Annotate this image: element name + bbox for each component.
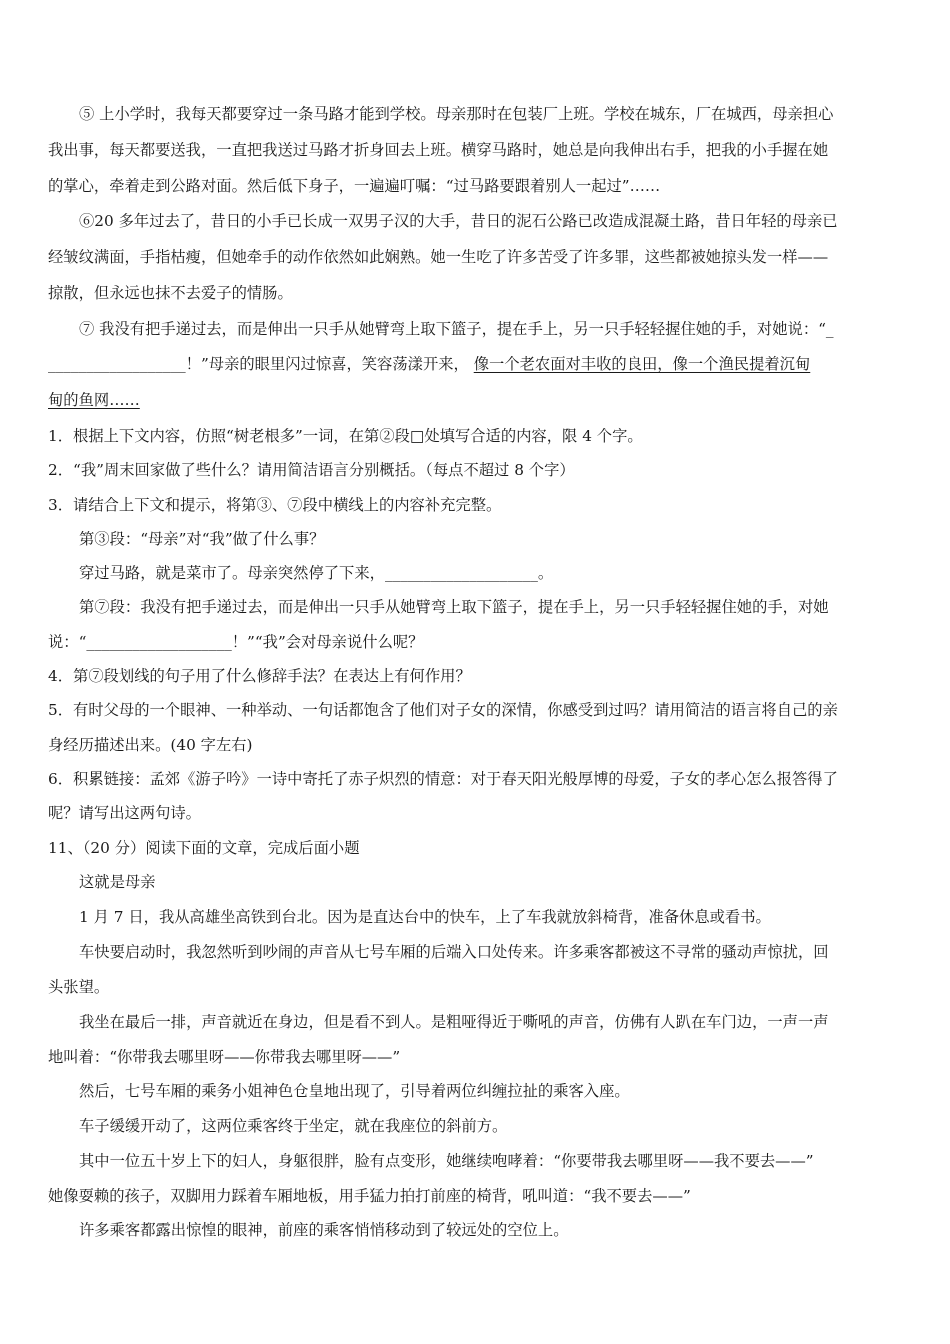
article-line-5: 地叫着：“你带我去哪里呀——你带我去哪里呀——”: [48, 1048, 401, 1066]
article-line-1: 1 月 7 日，我从高雄坐高铁到台北。因为是直达台中的快车，上了车我就放斜椅背，准备休息或看书。: [79, 908, 771, 926]
p6-line-2: 经皱纹满面，手指枯瘦，但她牵手的动作依然如此娴熟。她一生吃了许多苦受了许多罪，这些都被她掠头发一样——: [48, 248, 829, 266]
section-11-heading: 11、（20 分）阅读下面的文章，完成后面小题: [48, 839, 360, 857]
question-6-line-2: 呢？请写出这两句诗。: [48, 804, 201, 822]
article-line-4: 我坐在最后一排，声音就近在身边，但是看不到人。是粗哑得近于嘶吼的声音，仿佛有人趴在车门边，一声一声: [79, 1013, 829, 1031]
article-line-2: 车快要启动时，我忽然听到吵闹的声音从七号车厢的后端入口处传来。许多乘客都被这不寻常的骚动声惊扰，回: [79, 943, 829, 961]
p5-line-3: 的掌心，牵着走到公路对面。然后低下身子，一遍遍叮嘱：“过马路要跟着别人一起过”……: [48, 177, 661, 195]
question-3: 3．请结合上下文和提示，将第③、⑦段中横线上的内容补充完整。: [48, 496, 502, 514]
question-5-line-2: 身经历描述出来。(40 字左右): [48, 736, 253, 754]
article-line-8: 其中一位五十岁上下的妇人，身躯很胖，脸有点变形，她继续咆哮着：“你要带我去哪里呀——我不要去——”: [79, 1152, 814, 1170]
question-3-prompt-b: 第⑦段：我没有把手递过去，而是伸出一只手从她臂弯上取下篮子，提在手上，另一只手轻轻握住她的手，对她: [79, 598, 829, 616]
p7-underlined-sentence: 像一个老农面对丰收的良田，像一个渔民提着沉甸: [473, 355, 811, 373]
article-line-6: 然后，七号车厢的乘务小姐神色仓皇地出现了，引导着两位纠缠拉扯的乘客入座。: [79, 1082, 630, 1100]
question-1: 1．根据上下文内容，仿照“树老根多”一词，在第②段□处填写合适的内容，限 4 个字。: [48, 427, 643, 445]
question-3-blank-b: 说：“___________________！”“我”会对母亲说什么呢？: [48, 633, 424, 651]
p6-line-1: ⑥20 多年过去了，昔日的小手已长成一双男子汉的大手，昔日的泥石公路已改造成混凝土路，昔日年轻的母亲已: [79, 212, 838, 230]
p7-line-2-text: __________________！”母亲的眼里闪过惊喜，笑容荡漾开来，: [48, 355, 469, 373]
p6-line-3: 掠散，但永远也抹不去爱子的情肠。: [48, 284, 293, 302]
article-line-3: 头张望。: [48, 978, 110, 996]
question-3-blank-a: 穿过马路，就是菜市了。母亲突然停了下来，____________________。: [79, 564, 554, 582]
p5-line-2: 我出事，每天都要送我，一直把我送过马路才折身回去上班。横穿马路时，她总是向我伸出右手，把我的小手握在她: [48, 141, 829, 159]
p7-underlined-sentence-end: 甸的鱼网……: [48, 391, 140, 409]
article-line-10: 许多乘客都露出惊惶的眼神，前座的乘客悄悄移动到了较远处的空位上。: [79, 1221, 569, 1239]
p7-line-1: ⑦ 我没有把手递过去，而是伸出一只手从她臂弯上取下篮子，提在手上，另一只手轻轻握住她的手，对她说：“_: [79, 320, 834, 338]
p5-line-1: ⑤ 上小学时，我每天都要穿过一条马路才能到学校。母亲那时在包装厂上班。学校在城东，厂在城西，母亲担心: [79, 105, 834, 123]
article-title: 这就是母亲: [79, 873, 156, 891]
question-4: 4．第⑦段划线的句子用了什么修辞手法？在表达上有何作用？: [48, 667, 471, 685]
article-line-9: 她像耍赖的孩子，双脚用力踩着车厢地板，用手猛力拍打前座的椅背，吼叫道：“我不要去——”: [48, 1187, 691, 1205]
article-line-7: 车子缓缓开动了，这两位乘客终于坐定，就在我座位的斜前方。: [79, 1117, 508, 1135]
question-3-prompt-a: 第③段：“母亲”对“我”做了什么事？: [79, 530, 325, 548]
question-2: 2．“我”周末回家做了些什么？请用简洁语言分别概括。（每点不超过 8 个字）: [48, 461, 575, 479]
p7-line-2: [48, 354, 810, 374]
question-6-line-1: 6．积累链接：孟郊《游子吟》一诗中寄托了赤子炽烈的情意：对于春天阳光般厚博的母爱，子女的孝心怎么报答得了: [48, 770, 838, 788]
question-5-line-1: 5．有时父母的一个眼神、一种举动、一句话都饱含了他们对子女的深情，你感受到过吗？请用简洁的语言将自己的亲: [48, 701, 838, 719]
